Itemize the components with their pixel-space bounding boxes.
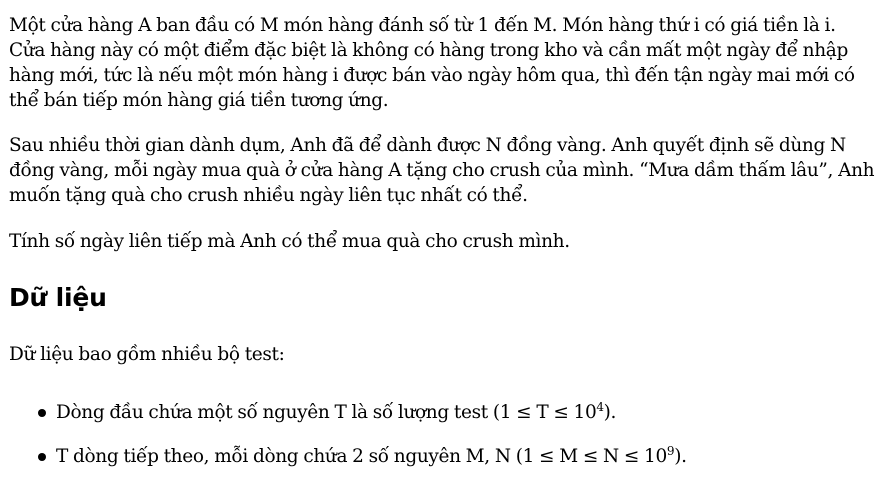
list-item-text: T dòng tiếp theo, mỗi dòng chứa 2 số nguyên M, N (1 ≤ M ≤ N ≤ 10 bbox=[56, 446, 667, 467]
list-item bbox=[9, 444, 875, 469]
paragraph-story: Sau nhiều thời gian dành dụm, Anh đã để dành được N đồng vàng. Anh quyết định sẽ dùng N đồng vàng, mỗi ngày mua quà ở cửa hàng A tặng cho crush của mình. “Mưa dầm thấm lâu”, Anh muốn tặng quà cho crush nhiều ngày liên tục nhất có thể. bbox=[9, 135, 875, 206]
list-item-tail: ). bbox=[603, 402, 617, 423]
bullet-icon bbox=[38, 409, 46, 417]
exponent: 4 bbox=[596, 400, 604, 414]
list-item-text: Dòng đầu chứa một số nguyên T là số lượng test (1 ≤ T ≤ 10 bbox=[56, 402, 597, 423]
exponent: 9 bbox=[666, 444, 675, 458]
paragraph-shop-description: Một cửa hàng A ban đầu có M món hàng đánh số từ 1 đến M. Món hàng thứ i có giá tiền là i. Cửa hàng này có một điểm đặc biệt là không có hàng trong kho và cần mất một ngày để nhập hàng mới, tức là nếu một món hàng i được bán vào ngày hôm qua, thì đến tận ngày mai mới có thể bán tiếp món hàng giá tiền tương ứng. bbox=[9, 15, 855, 111]
list-item-tail: ). bbox=[674, 446, 687, 467]
paragraph-task: Tính số ngày liên tiếp mà Anh có thể mua quà cho crush mình. bbox=[9, 231, 570, 252]
list-item bbox=[9, 400, 875, 425]
section-intro: Dữ liệu bao gồm nhiều bộ test: bbox=[9, 344, 285, 365]
input-format-list bbox=[9, 400, 875, 469]
section-title-input: Dữ liệu bbox=[9, 283, 107, 312]
bullet-icon bbox=[38, 453, 46, 461]
